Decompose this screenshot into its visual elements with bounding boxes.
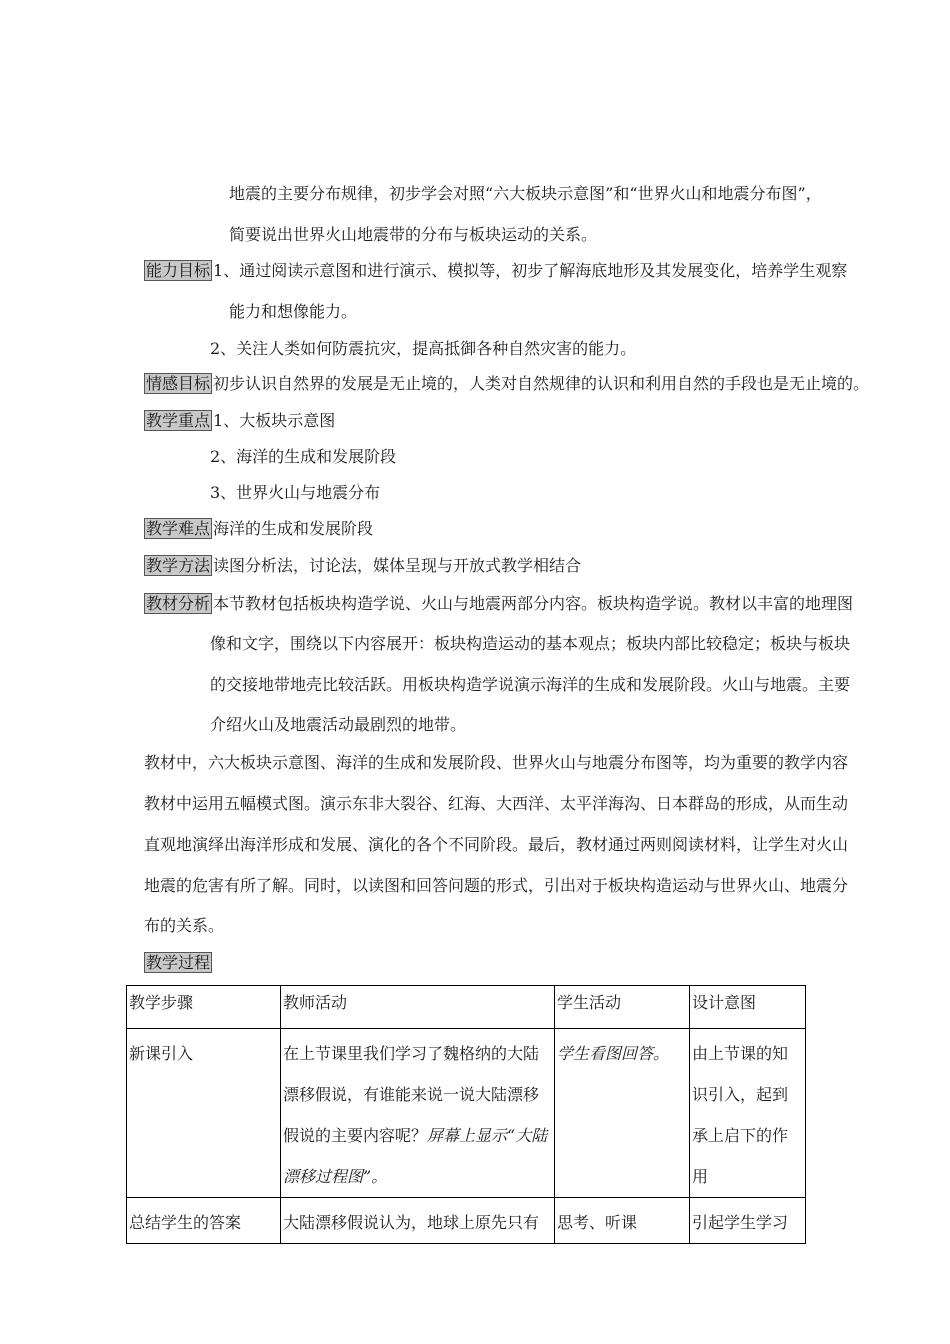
difficulty-line bbox=[144, 518, 373, 540]
paragraph-line-4: 地震的危害有所了解。同时，以读图和回答问题的形式，引出对于板块构造运动与世界火山、地震分 bbox=[144, 876, 849, 895]
ability-line-2: 能力和想像能力。 bbox=[229, 302, 358, 321]
row2-student: 思考、听课 bbox=[555, 1198, 690, 1244]
process-heading bbox=[144, 952, 213, 974]
analysis-text-1: 本节教材包括板块构造学说、火山与地震两部分内容。板块构造学说。教材以丰富的地理图 bbox=[213, 594, 854, 613]
key-point-3: 3、世界火山与地震分布 bbox=[210, 483, 381, 502]
intro-line-1: 地震的主要分布规律，初步学会对照“六大板块示意图”和“世界火山和地震分布图”， bbox=[229, 184, 822, 203]
analysis-line-3: 的交接地带地壳比较活跃。用板块构造学说演示海洋的生成和发展阶段。火山与地震。主要 bbox=[210, 675, 851, 694]
method-text: 读图分析法，讨论法，媒体呈现与开放式教学相结合 bbox=[213, 556, 582, 575]
table-header-row bbox=[127, 986, 806, 1029]
difficulty-text: 海洋的生成和发展阶段 bbox=[213, 519, 374, 538]
ability-tag: 能力目标 bbox=[146, 261, 211, 280]
analysis-line-4: 介绍火山及地震活动最剧烈的地带。 bbox=[210, 715, 467, 734]
ability-line-3: 2、关注人类如何防震抗灾，提高抵御各种自然灾害的能力。 bbox=[210, 339, 637, 358]
paragraph-line-5: 布的关系。 bbox=[144, 916, 225, 935]
ability-line-1 bbox=[144, 260, 847, 282]
ability-text-1: 1、通过阅读示意图和进行演示、模拟等，初步了解海底地形及其发展变化，培养学生观察 bbox=[213, 261, 848, 280]
intro-line-2: 简要说出世界火山地震带的分布与板块运动的关系。 bbox=[229, 225, 598, 244]
header-student: 学生活动 bbox=[555, 986, 690, 1029]
row1-step: 新课引入 bbox=[127, 1029, 281, 1198]
emotion-tag: 情感目标 bbox=[146, 374, 211, 393]
key-points-line bbox=[144, 410, 335, 432]
key-point-2: 2、海洋的生成和发展阶段 bbox=[210, 447, 397, 466]
row1-teacher-italic: 屏幕上显示“大陆漂移过程图”。 bbox=[283, 1126, 548, 1186]
row2-teacher: 大陆漂移假说认为，地球上原先只有 bbox=[281, 1198, 555, 1244]
row1-teacher bbox=[281, 1029, 555, 1198]
paragraph-line-1: 教材中，六大板块示意图、海洋的生成和发展阶段、世界火山与地震分布图等，均为重要的教学内容 bbox=[144, 753, 849, 772]
row2-intent: 引起学生学习 bbox=[690, 1198, 806, 1244]
table-row bbox=[127, 1029, 806, 1198]
table-row bbox=[127, 1198, 806, 1244]
emotion-line bbox=[144, 373, 869, 395]
emotion-text: 初步认识自然界的发展是无止境的，人类对自然规律的认识和利用自然的手段也是无止境的。 bbox=[213, 374, 870, 393]
row1-student: 学生看图回答。 bbox=[555, 1029, 690, 1198]
row1-teacher-plain: 在上节课里我们学习了魏格纳的大陆漂移假说，有谁能来说一说大陆漂移假说的主要内容呢？ bbox=[283, 1044, 540, 1145]
key-points-tag: 教学重点 bbox=[146, 411, 211, 430]
row1-intent: 由上节课的知识引入，起到承上启下的作用 bbox=[690, 1029, 806, 1198]
method-tag: 教学方法 bbox=[146, 556, 211, 575]
teaching-process-table bbox=[126, 985, 806, 1244]
row2-step: 总结学生的答案 bbox=[127, 1198, 281, 1244]
header-teacher: 教师活动 bbox=[281, 986, 555, 1029]
analysis-tag: 教材分析 bbox=[146, 594, 211, 613]
process-tag: 教学过程 bbox=[146, 953, 211, 972]
header-intent: 设计意图 bbox=[690, 986, 806, 1029]
paragraph-line-2: 教材中运用五幅模式图。演示东非大裂谷、红海、大西洋、太平洋海沟、日本群岛的形成，从而生动 bbox=[144, 794, 849, 813]
method-line bbox=[144, 555, 581, 577]
header-step: 教学步骤 bbox=[127, 986, 281, 1029]
difficulty-tag: 教学难点 bbox=[146, 519, 211, 538]
paragraph-line-3: 直观地演绎出海洋形成和发展、演化的各个不同阶段。最后，教材通过两则阅读材料，让学生对火山 bbox=[144, 835, 849, 854]
key-point-1: 1、大板块示意图 bbox=[213, 411, 336, 430]
analysis-line-2: 像和文字，围绕以下内容展开：板块构造运动的基本观点；板块内部比较稳定；板块与板块 bbox=[210, 634, 851, 653]
analysis-line-1 bbox=[144, 593, 853, 615]
